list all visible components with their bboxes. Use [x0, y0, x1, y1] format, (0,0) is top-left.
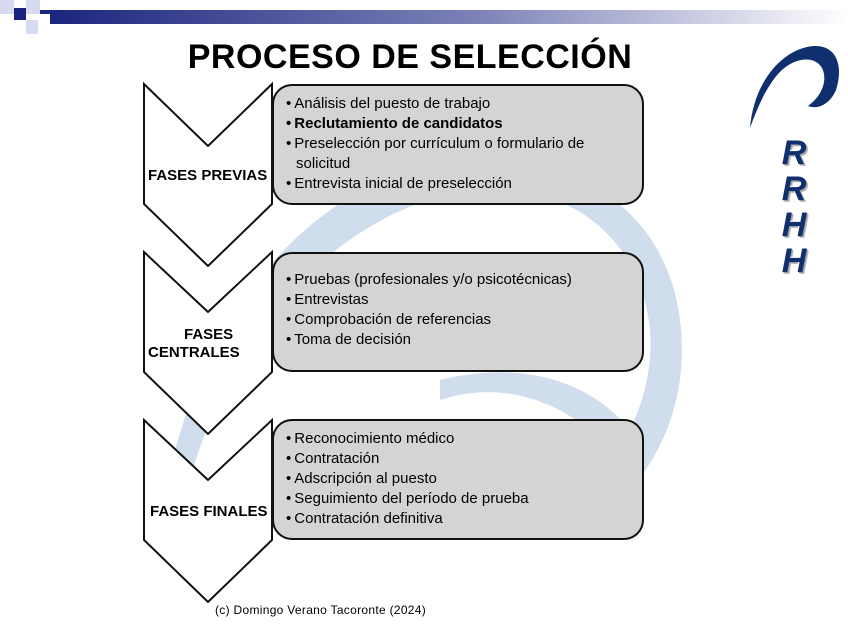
phase-label-centrales	[148, 326, 240, 362]
list-item: • Comprobación de referencias	[286, 310, 632, 330]
phase-box-centrales	[272, 252, 644, 372]
phase-box-previas	[272, 84, 644, 205]
page-title: PROCESO DE SELECCIÓN	[187, 38, 633, 76]
phase-box-finales	[272, 419, 644, 540]
logo-letter: R	[781, 134, 807, 172]
list-item: • Análisis del puesto de trabajo	[286, 94, 632, 114]
list-item: • Preselección por currículum o formulario de solicitud	[286, 134, 632, 174]
list-item: • Entrevista inicial de preselección	[286, 174, 632, 194]
phase-label-centrales-line1: FASES	[184, 326, 234, 343]
logo-letter: H	[781, 242, 807, 280]
phase-label-previas: FASES PREVIAS	[148, 167, 268, 184]
list-item: • Pruebas (profesionales y/o psicotécnicas)	[286, 270, 632, 290]
list-item: • Contratación definitiva	[286, 509, 632, 529]
list-item: • Toma de decisión	[286, 330, 632, 350]
list-item: • Reclutamiento de candidatos	[286, 114, 632, 134]
phase-label-finales: FASES FINALES	[150, 503, 268, 520]
copyright-footer: (c) Domingo Verano Tacoronte (2024)	[215, 603, 427, 617]
rrhh-logo	[744, 40, 844, 279]
logo-letter: H	[781, 206, 807, 244]
logo-letter: R	[781, 170, 807, 208]
list-item: • Adscripción al puesto	[286, 469, 632, 489]
list-item: • Seguimiento del período de prueba	[286, 489, 632, 509]
phase-label-centrales-line2: CENTRALES	[148, 344, 240, 361]
list-item: • Entrevistas	[286, 290, 632, 310]
list-item: • Contratación	[286, 449, 632, 469]
list-item: • Reconocimiento médico	[286, 429, 632, 449]
logo-swoosh-icon	[744, 40, 844, 130]
